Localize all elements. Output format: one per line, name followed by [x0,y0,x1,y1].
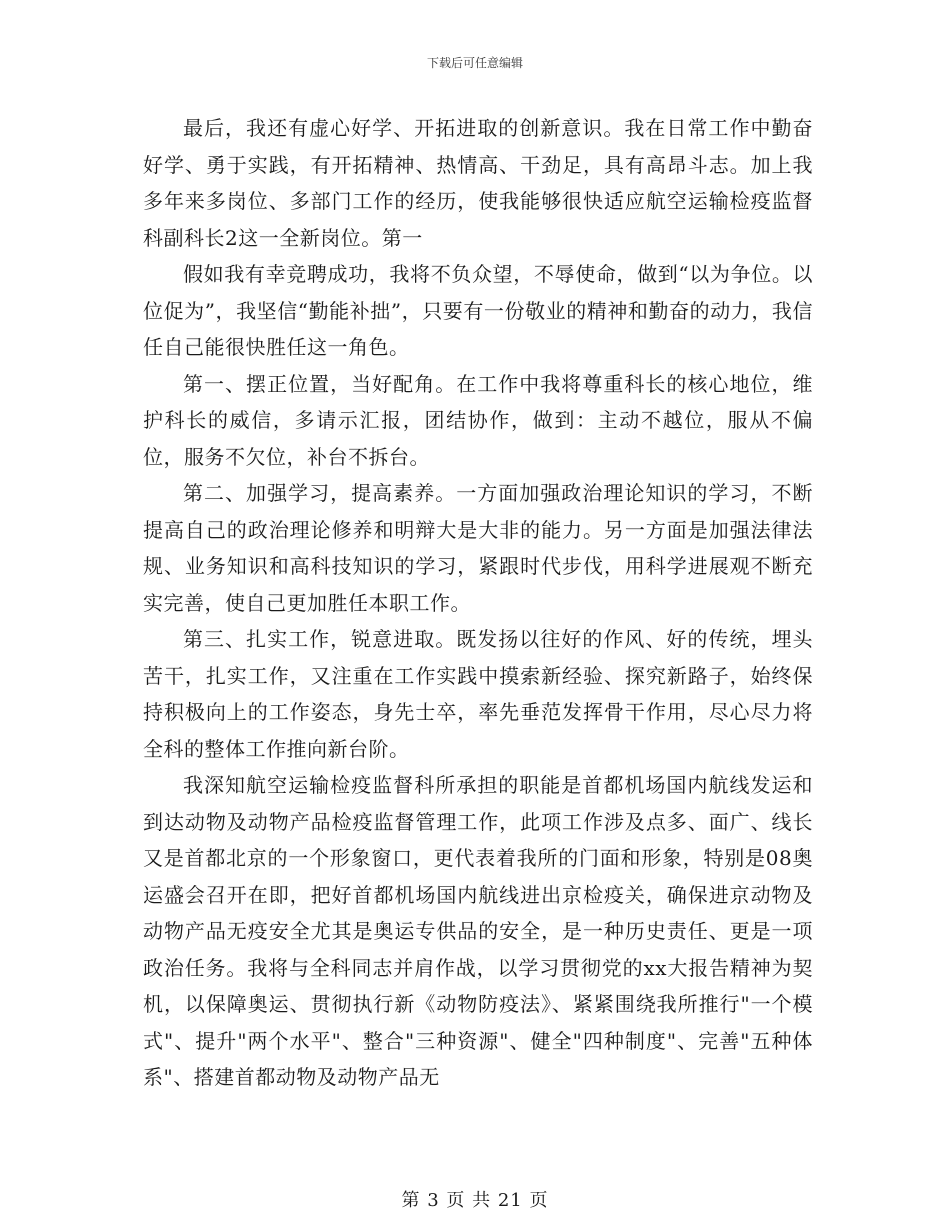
paragraph-1: 最后，我还有虚心好学、开拓进取的创新意识。我在日常工作中勤奋好学、勇于实践，有开拓精神、热情高、干劲足，具有高昂斗志。加上我多年来多岗位、多部门工作的经历，使我能够很快适应航空运输检疫监督科副科长2这一全新岗位。第一 [143,116,813,250]
paragraph-6: 我深知航空运输检疫监督科所承担的职能是首都机场国内航线发运和到达动物及动物产品检疫监督管理工作，此项工作涉及点多、面广、线长又是首都北京的一个形象窗口，更代表着我所的门面和形象，特别是08奥运盛会召开在即，把好首都机场国内航线进出京检疫关，确保进京动物及动物产品无疫安全尤其是奥运专供品的安全，是一种历史责任、更是一项政治任务。我将与全科同志并肩作战，以学习贯彻党的xx大报告精神为契机，以保障奥运、贯彻执行新《动物防疫法》、紧紧围绕我所推行"一个模式"、提升"两个水平"、整合"三种资源"、健全"四种制度"、完善"五种体系"、搭建首都动物及动物产品无 [143,773,813,1089]
page-header: 下载后可任意编辑 [426,56,523,70]
paragraph-5: 第三、扎实工作，锐意进取。既发扬以往好的作风、好的传统，埋头苦干，扎实工作，又注重在工作实践中摸索新经验、探究新路子，始终保持积极向上的工作姿态，身先士卒，率先垂范发挥骨干作用，尽心尽力将全科的整体工作推向新台阶。 [143,627,813,761]
paragraph-4: 第二、加强学习，提高素养。一方面加强政治理论知识的学习，不断提高自己的政治理论修养和明辩大是大非的能力。另一方面是加强法律法规、业务知识和高科技知识的学习，紧跟时代步伐，用科学进展观不断充实完善，使自己更加胜任本职工作。 [143,481,813,615]
page-footer: 第 3 页 共 21 页 [401,1190,549,1211]
paragraph-2: 假如我有幸竞聘成功，我将不负众望，不辱使命，做到“以为争位。以位促为”，我坚信“勤能补拙”，只要有一份敬业的精神和勤奋的动力，我信任自己能很快胜任这一角色。 [143,262,813,359]
paragraph-3: 第一、摆正位置，当好配角。在工作中我将尊重科长的核心地位，维护科长的威信，多请示汇报，团结协作，做到：主动不越位，服从不偏位，服务不欠位，补台不拆台。 [143,371,813,469]
document-body [143,110,813,1096]
